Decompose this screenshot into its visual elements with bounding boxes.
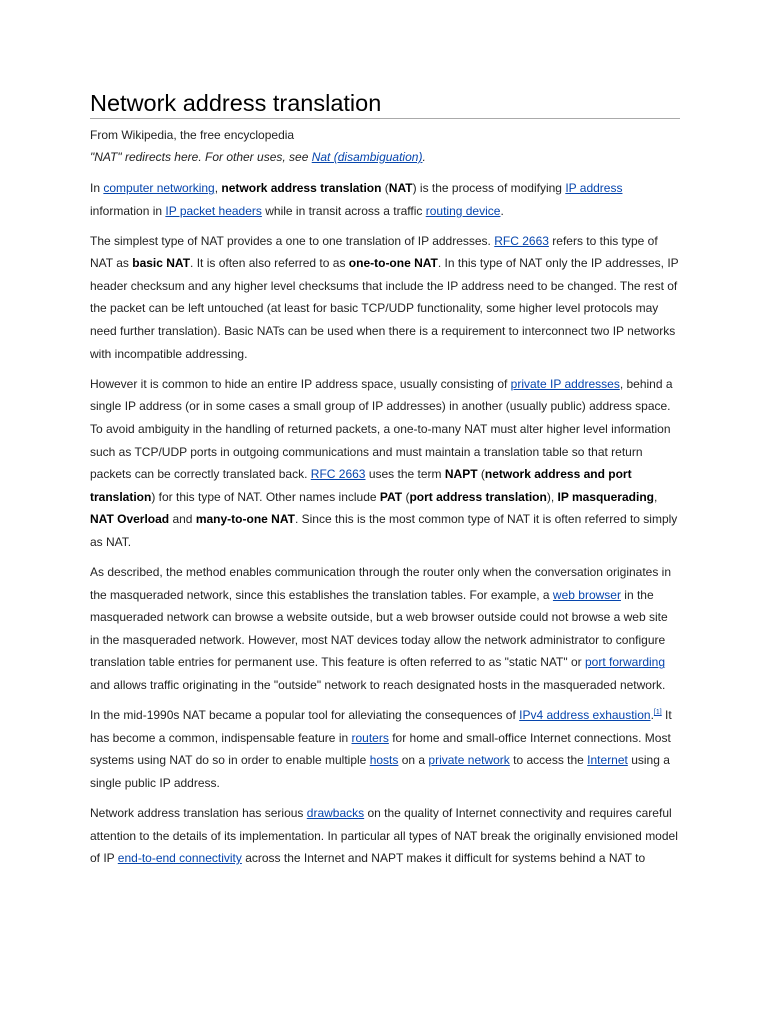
link-web-browser[interactable]: web browser bbox=[552, 587, 621, 602]
text: In bbox=[90, 181, 104, 195]
text: The simplest type of NAT provides a one to one translation of IP addresses. bbox=[90, 233, 495, 248]
link-hosts[interactable]: hosts bbox=[369, 753, 399, 768]
link-nat-disambiguation[interactable]: Nat (disambiguation) bbox=[311, 150, 423, 164]
text: on the quality of Internet connectivity and requires careful attention to the details of its implementation. In particular all types of NAT break the originally envisioned model of IP bbox=[90, 805, 678, 866]
text: refers to this type of NAT as bbox=[90, 233, 658, 271]
text: As described, the method enables communication through the router only when the conversation originates in the masqueraded network, since this establishes the translation tables. For example, a bbox=[90, 565, 672, 602]
paragraph-drawbacks bbox=[90, 802, 680, 870]
text: and bbox=[169, 512, 196, 527]
text: ( bbox=[477, 467, 485, 482]
link-computer-networking[interactable]: computer networking bbox=[103, 181, 215, 195]
text: . It is often also referred to as bbox=[190, 256, 349, 271]
text: to access the bbox=[509, 753, 588, 768]
bold-term: network address and port translation bbox=[90, 467, 632, 504]
bold-term: IP masquerading bbox=[557, 489, 654, 504]
text: across the Internet and NAPT makes it difficult for systems behind a NAT to bbox=[241, 851, 646, 866]
bold-term: network address translation bbox=[221, 181, 382, 195]
text: in the masqueraded network can browse a website outside, but a web browser outside could not browse a web site in the masqueraded network. However, most NAT devices today allow the network administrator to configure translation table entries for permanent use. This feature is often referred to as "static NAT" or bbox=[90, 587, 668, 670]
text: ), bbox=[546, 489, 558, 504]
text: In the mid-1990s NAT became a popular tool for alleviating the consequences of bbox=[90, 708, 520, 723]
link-internet[interactable]: Internet bbox=[587, 753, 628, 768]
bold-term: NAPT bbox=[444, 467, 478, 482]
bold-term: one-to-one NAT bbox=[348, 256, 438, 271]
link-drawbacks[interactable]: drawbacks bbox=[306, 805, 365, 820]
text: for home and small-office Internet connections. Most systems using NAT do so in order to enable multiple bbox=[90, 730, 671, 768]
text: . bbox=[650, 708, 654, 723]
link-routers[interactable]: routers bbox=[351, 730, 389, 745]
text: ) for this type of NAT. Other names include bbox=[151, 489, 380, 504]
link-rfc-2663[interactable]: RFC 2663 bbox=[494, 233, 549, 248]
bold-term: port address translation bbox=[409, 489, 547, 504]
link-routing-device[interactable]: routing device bbox=[425, 203, 501, 218]
link-ip-address[interactable]: IP address bbox=[565, 181, 623, 195]
text: information in bbox=[90, 203, 166, 218]
text: Network address translation has serious bbox=[90, 805, 307, 820]
site-subtitle: From Wikipedia, the free encyclopedia bbox=[90, 128, 295, 142]
hatnote bbox=[90, 150, 426, 164]
text: using a single public IP address. bbox=[90, 753, 670, 790]
link-end-to-end-connectivity[interactable]: end-to-end connectivity bbox=[117, 851, 242, 866]
text: ( bbox=[381, 181, 389, 195]
paragraph-masquerade bbox=[90, 561, 680, 697]
text: , bbox=[653, 489, 658, 504]
bold-term: many-to-one NAT bbox=[195, 512, 295, 527]
bold-term: NAT Overload bbox=[90, 512, 170, 527]
link-private-ip-addresses[interactable]: private IP addresses bbox=[510, 376, 620, 391]
paragraph-napt bbox=[90, 373, 680, 554]
reference-link[interactable]: [1] bbox=[653, 709, 662, 717]
text: . In this type of NAT only the IP addresses, IP header checksum and any higher level checksums that include the IP address need to be changed. The rest of the packet can be left untouched (at least for basic TCP/UDP functionality, some higher level protocols may need further translation). Basic NATs can be used when there is a requirement to interconnect two IP networks with incompatible addressing. bbox=[90, 256, 679, 361]
text: . bbox=[500, 203, 504, 218]
bold-term: NAT bbox=[388, 181, 413, 195]
text: on a bbox=[398, 753, 429, 768]
text: However it is common to hide an entire IP address space, usually consisting of bbox=[90, 376, 511, 391]
page-title: Network address translation bbox=[90, 88, 680, 119]
text: ( bbox=[402, 489, 410, 504]
article-body bbox=[90, 177, 680, 877]
link-ip-packet-headers[interactable]: IP packet headers bbox=[165, 203, 262, 218]
text: while in transit across a traffic bbox=[261, 203, 426, 218]
link-ipv4-address-exhaustion[interactable]: IPv4 address exhaustion bbox=[519, 708, 651, 723]
paragraph-history bbox=[90, 704, 680, 794]
text: uses the term bbox=[365, 467, 445, 482]
link-port-forwarding[interactable]: port forwarding bbox=[584, 655, 666, 670]
paragraph-basic-nat bbox=[90, 230, 680, 366]
hatnote-text: "NAT" redirects here. For other uses, see bbox=[90, 150, 312, 164]
text: , bbox=[214, 181, 222, 195]
link-rfc-2663[interactable]: RFC 2663 bbox=[310, 467, 366, 482]
text: and allows traffic originating in the "outside" network to reach designated hosts in the masqueraded network. bbox=[90, 677, 666, 692]
bold-term: basic NAT bbox=[132, 256, 191, 271]
text: , behind a single IP address (or in some cases a small group of IP addresses) in another (usually public) address space. To avoid ambiguity in the handling of returned packets, a one-to-many NAT must alter higher level information such as TCP/UDP ports in outgoing communications and must maintain a translation table so that return packets can be correctly translated back. bbox=[90, 376, 673, 482]
paragraph-intro bbox=[90, 177, 680, 222]
text: It has become a common, indispensable feature in bbox=[90, 708, 672, 745]
text: ) is the process of modifying bbox=[412, 181, 566, 195]
link-private-network[interactable]: private network bbox=[428, 753, 510, 768]
bold-term: PAT bbox=[379, 489, 403, 504]
hatnote-text: . bbox=[422, 150, 426, 164]
text: . Since this is the most common type of NAT it is often referred to simply as NAT. bbox=[90, 512, 678, 549]
